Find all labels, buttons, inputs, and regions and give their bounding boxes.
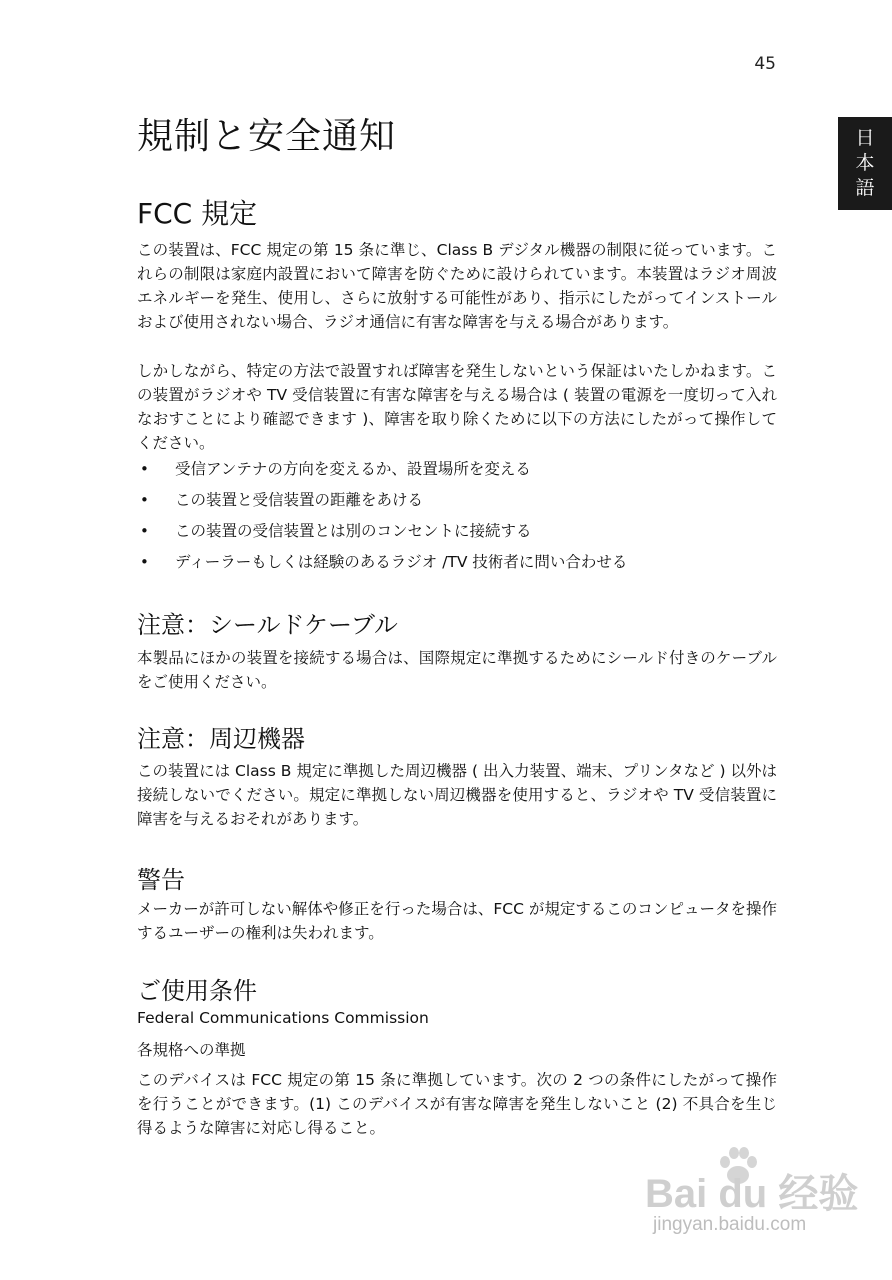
agency-name: Federal Communications Commission [137,1009,429,1027]
watermark [625,1142,875,1272]
list-item-text: この装置と受信装置の距離をあける [175,491,424,509]
watermark-logo: Bai du 经验 [645,1172,859,1216]
bullet-icon: • [140,553,149,571]
language-tab-char: 語 [855,177,875,199]
list-item [137,516,777,547]
list-item-text: ディーラーもしくは経験のあるラジオ /TV 技術者に問い合わせる [175,553,628,571]
peripheral-heading: 注意：周辺機器 [137,725,305,753]
conditions-heading: ご使用条件 [137,977,257,1005]
watermark-url: jingyan.baidu.com [653,1214,807,1235]
fcc-bullet-list [137,454,777,578]
page-title: 規制と安全通知 [137,116,397,157]
warning-paragraph: メーカーが許可しない解体や修正を行った場合は、FCC が規定するこのコンピュータを操作するユーザーの権利は失われます。 [137,900,777,942]
compliance-subheading: 各規格への準拠 [137,1041,246,1059]
peripheral-paragraph: この装置には Class B 規定に準拠した周辺機器 ( 出入力装置、端末、プリンタなど ) 以外は接続しないでください。規定に準拠しない周辺機器を使用すると、ラジオや TV 受信装置に障害を与えるおそれがあります。 [137,762,777,828]
fcc-paragraph-2: しかしながら、特定の方法で設置すれば障害を発生しないという保証はいたしかねます。この装置がラジオや TV 受信装置に有害な障害を与える場合は ( 装置の電源を一度切って入れなおすことにより確認できます )、障害を取り除くために以下の方法にしたがって操作してください。 [137,362,777,452]
bullet-icon: • [140,460,149,478]
language-tab-char: 日 [855,127,875,149]
page-number: 45 [754,54,776,74]
language-tab-char: 本 [855,152,875,174]
fcc-paragraph-1: この装置は、FCC 規定の第 15 条に準じ、Class B デジタル機器の制限に従っています。これらの制限は家庭内設置において障害を防ぐために設けられています。本装置はラジオ周波エネルギーを発生、使用し、さらに放射する可能性があり、指示にしたがってインストールおよび使用されない場合、ラジオ通信に有害な障害を与える場合があります。 [137,241,777,331]
conditions-paragraph: このデバイスは FCC 規定の第 15 条に準拠しています。次の 2 つの条件にしたがって操作を行うことができます。(1) このデバイスが有害な障害を発生しないこと (2) 不具合を生じ得るような障害に対応し得ること。 [137,1071,777,1137]
list-item [137,454,777,485]
shield-cable-paragraph: 本製品にほかの装置を接続する場合は、国際規定に準拠するためにシールド付きのケーブルをご使用ください。 [137,649,777,691]
shield-cable-heading: 注意：シールドケーブル [137,611,398,639]
fcc-heading: FCC 規定 [137,197,258,230]
list-item-text: 受信アンテナの方向を変えるか、設置場所を変える [175,460,531,478]
bullet-icon: • [140,491,149,509]
language-tab [838,117,892,210]
list-item-text: この装置の受信装置とは別のコンセントに接続する [175,522,532,540]
warning-heading: 警告 [137,866,185,894]
list-item [137,485,777,516]
list-item [137,547,777,578]
bullet-icon: • [140,522,149,540]
